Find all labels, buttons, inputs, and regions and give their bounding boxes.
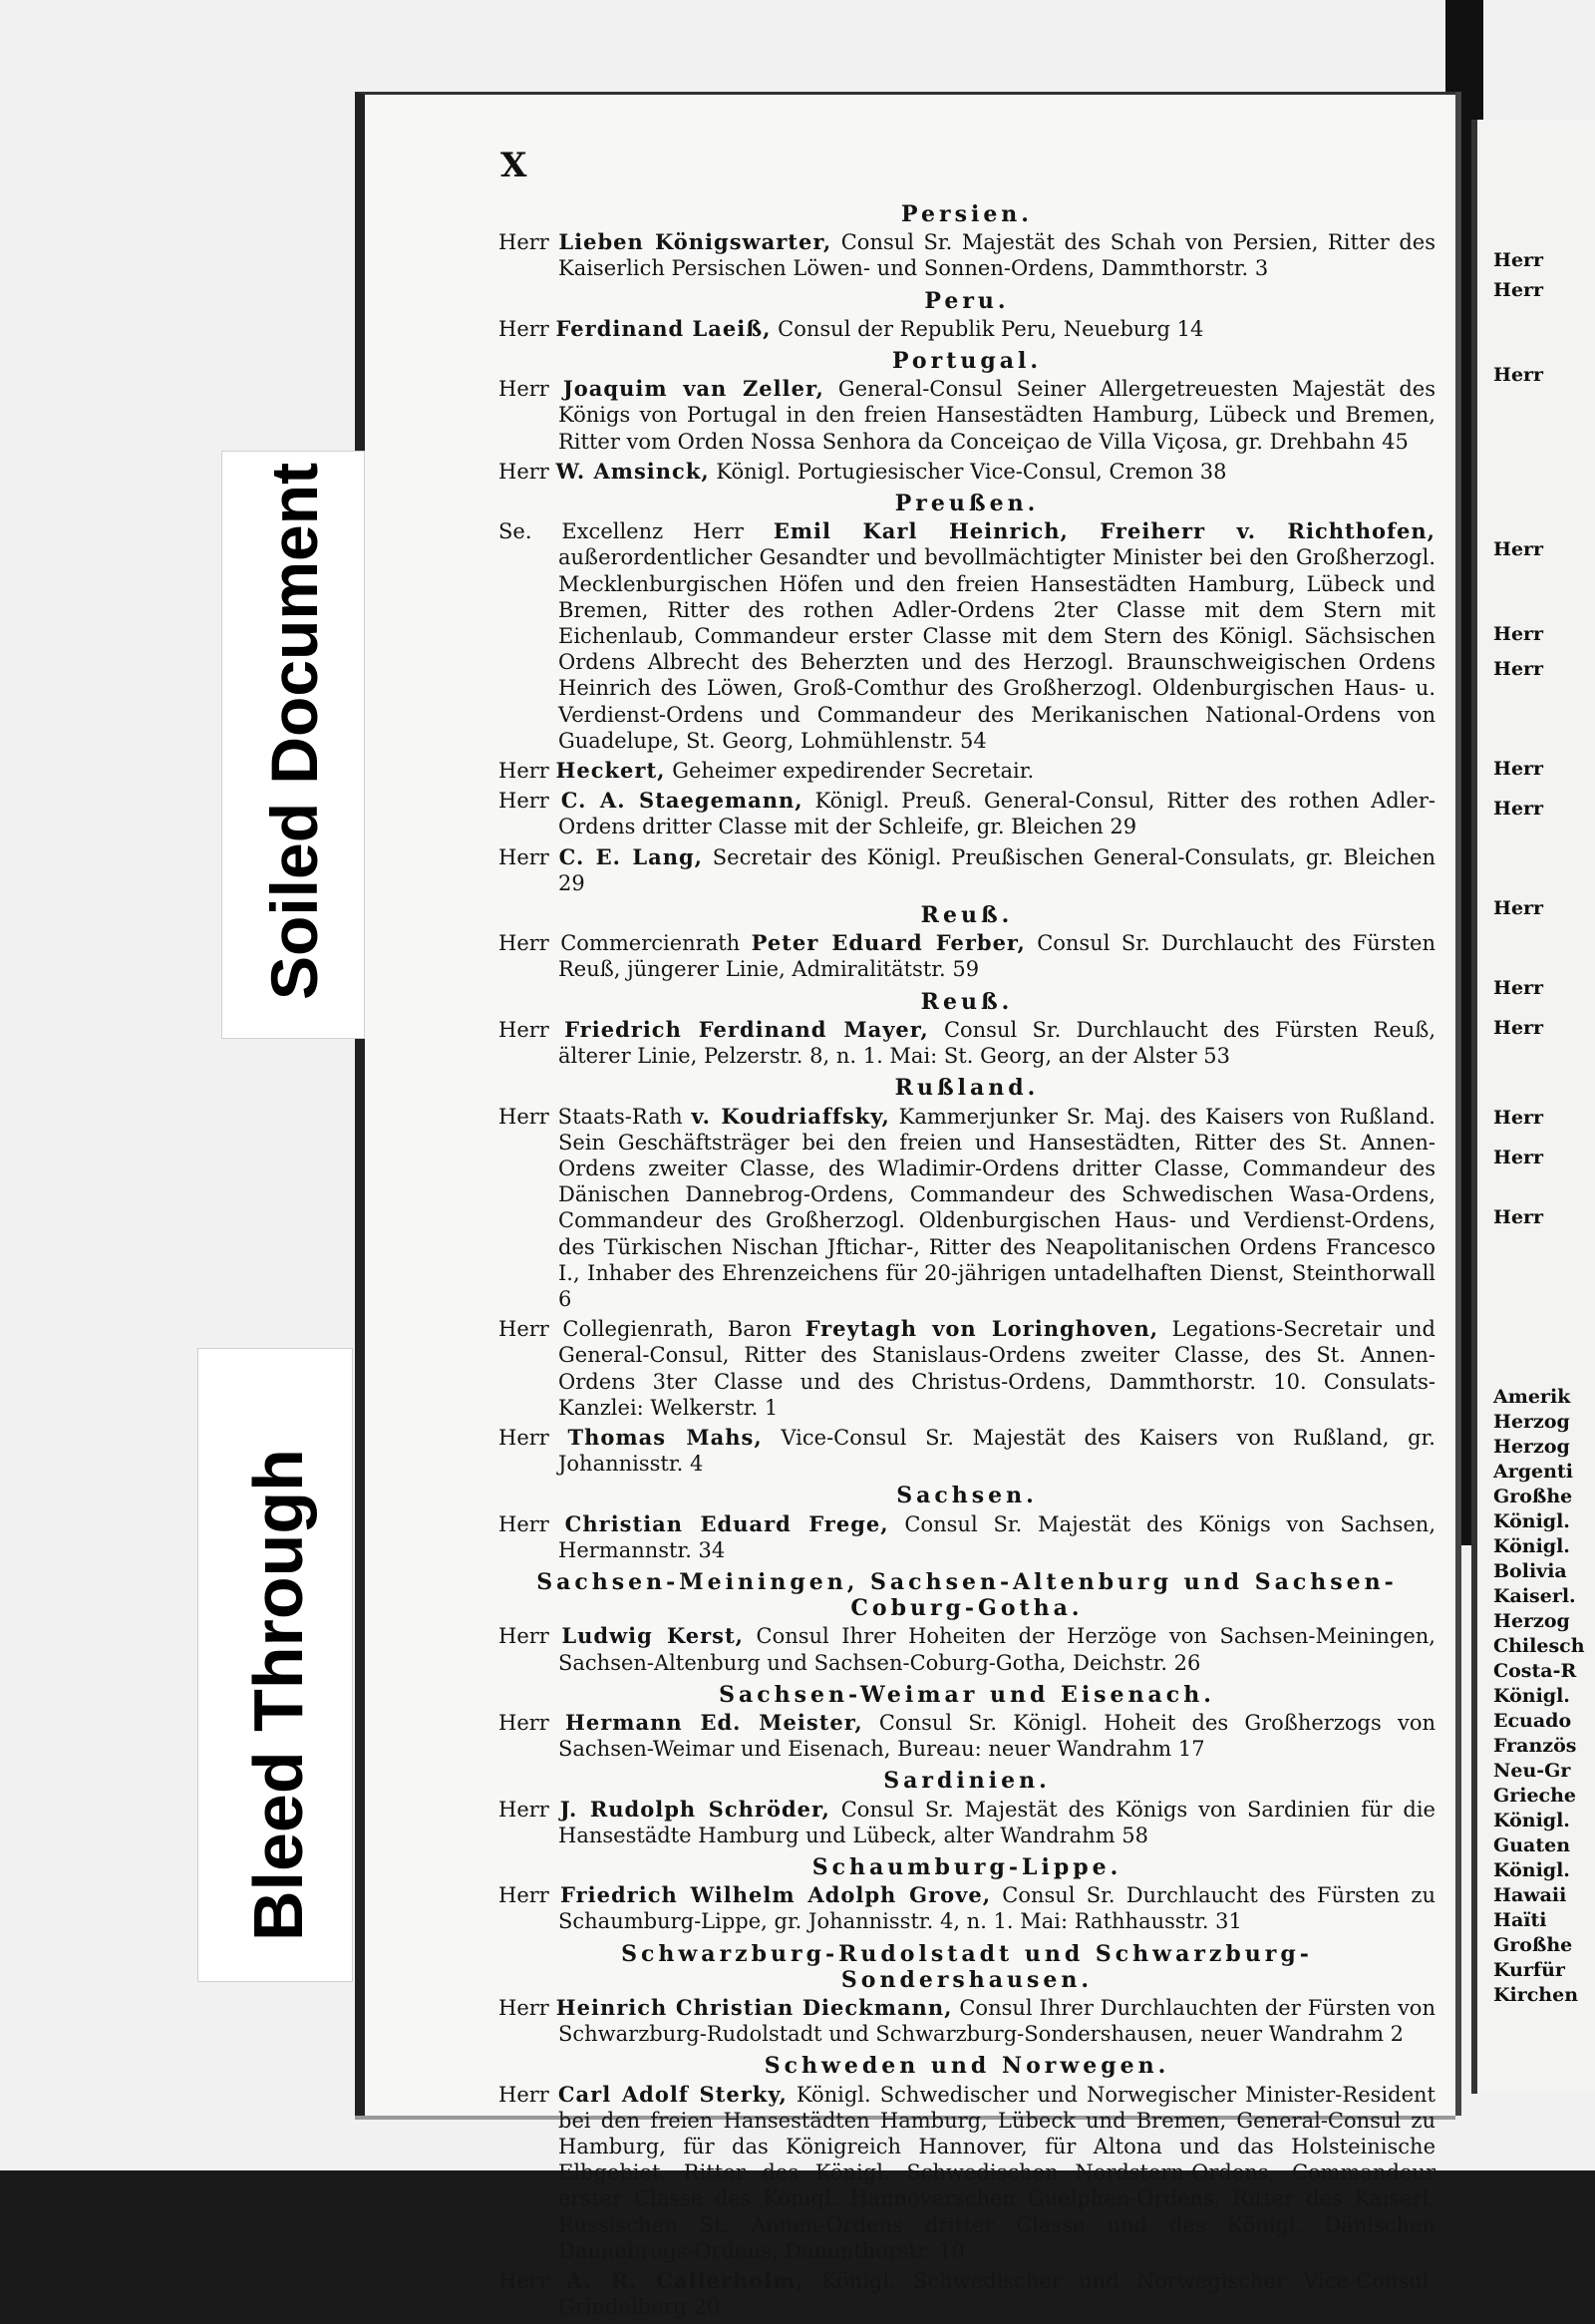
entry-prefix: Herr Commercienrath — [498, 931, 741, 956]
soiled-document-label-text: Soiled Document — [257, 462, 331, 1000]
bleed-through-label-text: Bleed Through — [239, 1449, 317, 1941]
consul-entry — [498, 1882, 1436, 1934]
section-heading: Peru. — [924, 287, 1010, 314]
entry-prefix: Herr — [498, 1883, 549, 1908]
consul-entry — [498, 788, 1436, 839]
entry-name: Emil Karl Heinrich, Freiherr v. Richthofen, — [773, 518, 1436, 544]
entry-prefix: Se. Excellenz Herr — [498, 519, 744, 544]
bleed-through-label — [197, 1348, 353, 1982]
entry-text: Consul Sr. Durchlaucht des Fürsten Reuß, älterer Linie, Pelzerstr. 8, n. 1. Mai: St. Georg, an der Alster 53 — [558, 1017, 1436, 1069]
entry-name: v. Koudriaffsky, — [691, 1103, 890, 1129]
adjacent-page-fragment: Herr — [1493, 538, 1544, 560]
entry-prefix: Herr — [498, 1996, 549, 2020]
section-heading: Schaumburg-Lippe. — [811, 1853, 1122, 1880]
adjacent-page-fragment: Königl. — [1493, 1510, 1570, 1532]
entry-text: Secretair des Königl. Preußischen General-Consulats, gr. Bleichen 29 — [558, 844, 1436, 895]
entry-prefix: Herr — [498, 1425, 549, 1450]
adjacent-page — [1471, 120, 1595, 2094]
entry-prefix: Herr — [498, 459, 549, 484]
entry-prefix: Herr Collegienrath, Baron — [498, 1317, 792, 1342]
entry-text: Consul Ihrer Hoheiten der Herzöge von Sachsen-Meiningen, Sachsen-Altenburg und Sachsen-Coburg-Gotha, Deichstr. 26 — [558, 1624, 1436, 1675]
consul-entry — [498, 1017, 1436, 1069]
adjacent-page-fragment: Kirchen — [1493, 1984, 1579, 2006]
entry-name: W. Amsinck, — [555, 458, 710, 484]
entry-prefix: Herr — [498, 316, 549, 341]
adjacent-page-fragment: Herr — [1493, 1107, 1544, 1129]
entry-text: Consul Sr. Majestät des Königs von Sachsen, Hermannstr. 34 — [558, 1511, 1436, 1562]
consul-entry — [498, 1104, 1436, 1313]
entry-name: Joaquim van Zeller, — [562, 376, 824, 402]
consul-entry — [498, 1316, 1436, 1421]
consul-entry — [498, 316, 1436, 342]
adjacent-page-fragment: Amerik — [1493, 1386, 1571, 1408]
section-heading: Preußen. — [894, 491, 1040, 517]
adjacent-page-fragment: Argenti — [1493, 1461, 1573, 1483]
entry-name: Ludwig Kerst, — [561, 1623, 744, 1649]
entry-text: Consul Sr. Durchlaucht des Fürsten zu Schaumburg-Lippe, gr. Johannisstr. 4, n. 1. Mai: Rathhausstr. 31 — [558, 1883, 1436, 1934]
adjacent-page-fragment: Herr — [1493, 623, 1544, 645]
section-heading: Sachsen. — [896, 1483, 1038, 1509]
consul-entry — [498, 1797, 1436, 1848]
entry-text: Consul Sr. Majestät des Schah von Persien, Ritter des Kaiserlich Persischen Löwen- und Sonnen-Ordens, Dammthorstr. 3 — [558, 230, 1436, 281]
adjacent-page-fragment: Herr — [1493, 897, 1544, 919]
consul-entry — [498, 459, 1436, 485]
adjacent-page-fragment: Kurfür — [1493, 1959, 1565, 1981]
entry-text: außerordentlicher Gesandter und bevollmächtigter Minister bei den Großherzogl. Mecklenburgischen Höfen und den freien Hansestädten Hamburg, Lübeck und Bremen, Ritter des rothen Adler-Ordens 2ter Classe mit dem Stern mit Eichenlaub, Commandeur erster Classe mit dem Stern des Königl. Sächsischen Ordens Albrecht des Beherzten und des Herzogl. Braunschweigischen Ordens Heinrich des Löwen, Groß-Comthur des Großherzogl. Oldenburgischen Haus- u. Verdienst-Ordens und Commandeur des Merikanischen National-Ordens von Guadelupe, St. Georg, Lohmühlenstr. 54 — [558, 545, 1436, 753]
entry-name: Christian Eduard Frege, — [564, 1510, 889, 1536]
entry-name: C. A. Staegemann, — [560, 788, 803, 814]
entry-prefix: Herr — [498, 1710, 549, 1735]
entry-name: Ferdinand Laeiß, — [555, 315, 772, 341]
adjacent-page-fragment: Großhe — [1493, 1934, 1573, 1956]
entry-text: Vice-Consul Sr. Majestät des Kaisers von Rußland, gr. Johannisstr. 4 — [558, 1425, 1436, 1477]
entry-text: Königl. Preuß. General-Consul, Ritter des rothen Adler-Ordens dritter Classe mit der Schleife, gr. Bleichen 29 — [558, 789, 1436, 839]
document-content — [498, 195, 1436, 2324]
consul-entry — [498, 376, 1436, 455]
entry-prefix: Herr Staats-Rath — [498, 1104, 683, 1129]
adjacent-page-fragment: Haïti — [1493, 1909, 1547, 1931]
consul-entry — [498, 1623, 1436, 1675]
entry-prefix: Herr — [498, 1624, 549, 1649]
entry-name: Hermann Ed. Meister, — [565, 1709, 863, 1735]
entry-name: Heckert, — [555, 758, 666, 784]
adjacent-page-fragment: Französ — [1493, 1735, 1577, 1757]
adjacent-page-fragment: Herr — [1493, 279, 1544, 301]
adjacent-page-fragment: Herr — [1493, 658, 1544, 680]
section-heading: Schwarzburg-Rudolstadt und Schwarzburg-Sondershausen. — [621, 1940, 1313, 1993]
entry-prefix: Herr — [498, 844, 549, 869]
adjacent-page-fragment: Hawaii — [1493, 1884, 1567, 1906]
section-heading: Sachsen-Meiningen, Sachsen-Altenburg und Sachsen-Coburg-Gotha. — [536, 1568, 1398, 1622]
section-heading: Portugal. — [891, 348, 1043, 375]
entry-name: C. E. Lang, — [558, 843, 703, 869]
adjacent-page-fragment: Herzog — [1493, 1411, 1570, 1433]
entry-prefix: Herr — [498, 1797, 549, 1822]
entry-text: Consul Sr. Majestät des Königs von Sardinien für die Hansestädte Hamburg und Lübeck, alter Wandrahm 58 — [558, 1797, 1436, 1847]
consul-entry — [498, 2082, 1436, 2264]
section-heading: Persien. — [901, 201, 1033, 227]
adjacent-page-fragment: Ecuado — [1493, 1710, 1572, 1732]
section-heading: Reuß. — [920, 988, 1014, 1015]
adjacent-page-fragment: Bolivia — [1493, 1560, 1567, 1582]
adjacent-page-fragment: Herr — [1493, 1017, 1544, 1039]
adjacent-page-fragment: Großhe — [1493, 1486, 1573, 1507]
entry-prefix: Herr — [498, 759, 549, 784]
entry-name: Carl Adolf Sterky, — [557, 2081, 788, 2107]
consul-entry — [498, 930, 1436, 982]
entry-text: Königl. Portugiesischer Vice-Consul, Cremon 38 — [716, 459, 1227, 484]
adjacent-page-fragment: Neu-Gr — [1493, 1760, 1571, 1782]
adjacent-page-fragment: Kaiserl. — [1493, 1585, 1576, 1607]
adjacent-page-fragment: Guaten — [1493, 1834, 1571, 1856]
consul-entry — [498, 758, 1436, 784]
page-number: X — [500, 146, 527, 185]
entry-text: Legations-Secretair und General-Consul, Ritter des Stanislaus-Ordens zweiter Classe, des St. Annen-Ordens 3ter Classe und des Christus-Ordens, Dammthorstr. 10. Consulats-Kanzlei: Welkerstr. 1 — [558, 1317, 1436, 1420]
consul-entry — [498, 1995, 1436, 2047]
entry-name: A. R. Callerholm, — [566, 2268, 804, 2294]
adjacent-page-fragment: Herr — [1493, 798, 1544, 820]
entry-prefix: Herr — [498, 377, 549, 402]
entry-text: Consul Sr. Königl. Hoheit des Großherzogs von Sachsen-Weimar und Eisenach, Bureau: neuer Wandrahm 17 — [558, 1710, 1436, 1762]
entry-text: Königl. Schwedischer und Norwegischer Minister-Resident bei den freien Hansestädten Hamburg, Lübeck und Bremen, General-Consul zu Hamburg, für das Königreich Hannover, für Altona und das Holsteinische Elbgebiet, Ritter des Königl. Schwedischen Nordstern-Ordens, Commandeur erster Classe des Königl. Hannoverschen Guelphen-Ordens, Ritter des Kaiserl. Russischen St. Annen-Ordens dritter Classe und des Königl. Dänischen Dannebrogs-Ordens, Dammthorstr. 10 — [558, 2082, 1436, 2263]
consul-entry — [498, 2268, 1436, 2320]
entry-text: Consul der Republik Peru, Neueburg 14 — [778, 316, 1204, 341]
adjacent-page-fragment: Herzog — [1493, 1610, 1570, 1632]
entry-text: Königl. Schwedischer und Norwegischer Vice-Consul, Grindelberg 20 — [558, 2269, 1436, 2320]
entry-prefix: Herr — [498, 1017, 549, 1042]
entry-text: Kammerjunker Sr. Maj. des Kaisers von Rußland. Sein Geschäftsträger bei den freien und Hansestädten, Ritter des St. Annen-Ordens zweiter Classe, des Wladimir-Ordens dritter Classe, Commandeur des Dänischen Dannebrog-Ordens, Commandeur des Schwedischen Wasa-Ordens, Commandeur des Großherzogl. Oldenburgischen Haus- und Verdienst-Ordens, des Türkischen Nischan Jftichar-, Ritter des Neapolitanischen Ordens Francesco I., Inhaber des Ehrenzeichens für 20-jährigen untadelhaften Dienst, Steinthorwall 6 — [558, 1104, 1436, 1311]
adjacent-page-fragment: Herr — [1493, 1206, 1544, 1228]
entry-prefix: Herr — [498, 230, 549, 255]
entry-name: Friedrich Ferdinand Mayer, — [564, 1016, 929, 1042]
entry-prefix: Herr — [498, 789, 549, 814]
adjacent-page-fragment: Königl. — [1493, 1810, 1570, 1831]
entry-prefix: Herr — [498, 1511, 549, 1536]
adjacent-page-fragment: Herr — [1493, 977, 1544, 999]
consul-entry — [498, 1425, 1436, 1477]
adjacent-page-fragment: Herr — [1493, 364, 1544, 386]
consul-entry — [498, 229, 1436, 281]
entry-name: Lieben Königswarter, — [558, 229, 832, 255]
section-heading: Rußland. — [894, 1075, 1040, 1102]
adjacent-page-fragment: Costa-R — [1493, 1660, 1577, 1682]
consul-entry — [498, 844, 1436, 896]
entry-name: Thomas Mahs, — [567, 1424, 763, 1450]
section-heading: Reuß. — [920, 902, 1014, 929]
section-heading: Schweden und Norwegen. — [764, 2053, 1170, 2080]
consul-entry — [498, 1511, 1436, 1563]
entry-name: Freytagh von Loringhoven, — [804, 1316, 1159, 1342]
adjacent-page-fragment: Königl. — [1493, 1685, 1570, 1707]
entry-name: Heinrich Christian Dieckmann, — [555, 1995, 953, 2020]
entry-prefix: Herr — [498, 2269, 549, 2294]
adjacent-page-fragment: Herr — [1493, 249, 1544, 271]
adjacent-page-fragment: Herr — [1493, 758, 1544, 780]
entry-text: Consul Sr. Durchlaucht des Fürsten Reuß, jüngerer Linie, Admiralitätstr. 59 — [558, 931, 1436, 982]
entry-text: General-Consul Seiner Allergetreuesten Majestät des Königs von Portugal in den freien Hansestädten Hamburg, Lübeck und Bremen, Ritter vom Orden Nossa Senhora da Conceiçao de Villa Viçosa, gr. Drehbahn 45 — [558, 377, 1436, 454]
entry-text: Geheimer expedirender Secretair. — [672, 759, 1035, 784]
adjacent-page-fragment: Königl. — [1493, 1535, 1570, 1557]
consul-entry — [498, 518, 1436, 754]
adjacent-page-fragment: Königl. — [1493, 1859, 1570, 1881]
adjacent-page-fragment: Grieche — [1493, 1785, 1577, 1807]
section-heading: Sardinien. — [883, 1768, 1051, 1795]
entry-prefix: Herr — [498, 2082, 549, 2107]
adjacent-page-fragment: Chilesch — [1493, 1635, 1585, 1657]
soiled-document-label — [221, 451, 365, 1039]
adjacent-page-fragment: Herzog — [1493, 1436, 1570, 1458]
consul-entry — [498, 1710, 1436, 1762]
entry-text: Consul Ihrer Durchlauchten der Fürsten von Schwarzburg-Rudolstadt und Schwarzburg-Sondershausen, neuer Wandrahm 2 — [558, 1996, 1436, 2047]
entry-name: Friedrich Wilhelm Adolph Grove, — [560, 1882, 992, 1908]
entry-name: Peter Eduard Ferber, — [751, 930, 1026, 956]
section-heading: Sachsen-Weimar und Eisenach. — [719, 1681, 1215, 1708]
adjacent-page-fragment: Herr — [1493, 1147, 1544, 1168]
entry-name: J. Rudolph Schröder, — [559, 1796, 830, 1822]
